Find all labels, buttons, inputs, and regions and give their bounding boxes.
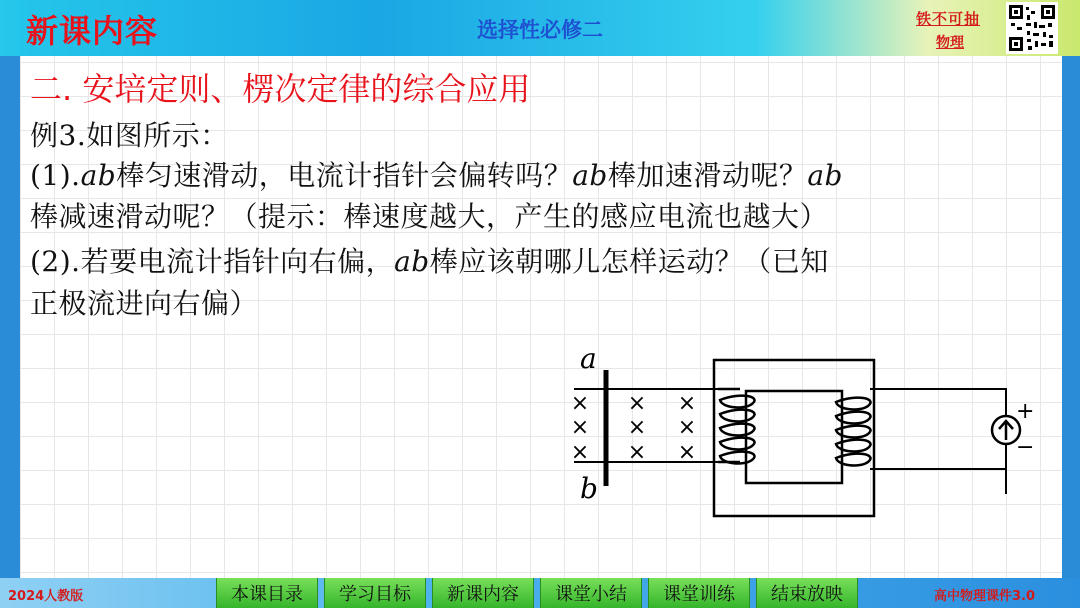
question-part1-line2: 棒减速滑动呢？（提示：棒速度越大，产生的感应电流也越大） (30, 200, 829, 233)
minus-sign: − (1016, 435, 1035, 460)
qr-code-icon (1006, 2, 1058, 54)
edition-label: 2024人教版 (8, 589, 84, 604)
circuit-diagram (540, 342, 1060, 572)
nav-objectives-button[interactable]: 学习目标 (324, 578, 426, 608)
nav-summary-button[interactable]: 课堂小结 (540, 578, 642, 608)
section-title: 二. 安培定则、楞次定律的综合应用 (30, 70, 531, 108)
field-mark: × (627, 415, 647, 440)
question-part2-line1: (2).若要电流计指针向右偏，ab棒应该朝哪儿怎样运动？（已知 (30, 245, 829, 278)
brand-line1: 铁不可抽 (916, 10, 981, 28)
iron-core-inner (746, 391, 842, 483)
question-intro: 例3.如图所示： (30, 119, 229, 152)
plus-sign: + (1016, 399, 1035, 424)
left-coil (718, 389, 754, 463)
brand-line2: 物理 (936, 35, 964, 51)
label-b: b (580, 472, 598, 505)
nav-practice-button[interactable]: 课堂训练 (648, 578, 750, 608)
content-panel (20, 56, 1062, 578)
field-mark: × (570, 391, 590, 416)
header-subtitle: 选择性必修二 (477, 18, 603, 42)
nav-contents-button[interactable]: 本课目录 (216, 578, 318, 608)
question-part2-line2: 正极流进向右偏） (30, 287, 259, 320)
header-bar (0, 0, 1080, 56)
question-part1-line1: (1).ab棒匀速滑动，电流计指针会偏转吗？ab棒加速滑动呢？ab (30, 159, 843, 192)
header-title: 新课内容 (26, 12, 159, 50)
field-mark: × (677, 391, 697, 416)
nav-new-content-button[interactable]: 新课内容 (432, 578, 534, 608)
field-mark: × (677, 440, 697, 465)
field-mark: × (570, 415, 590, 440)
field-mark: × (627, 391, 647, 416)
courseware-label: 高中物理课件3.0 (934, 589, 1036, 604)
nav-bar (216, 578, 858, 608)
field-mark: × (627, 440, 647, 465)
label-a: a (580, 342, 597, 375)
field-mark: × (677, 415, 697, 440)
field-mark: × (570, 440, 590, 465)
footer-bar (0, 578, 1080, 608)
nav-end-show-button[interactable]: 结束放映 (756, 578, 858, 608)
